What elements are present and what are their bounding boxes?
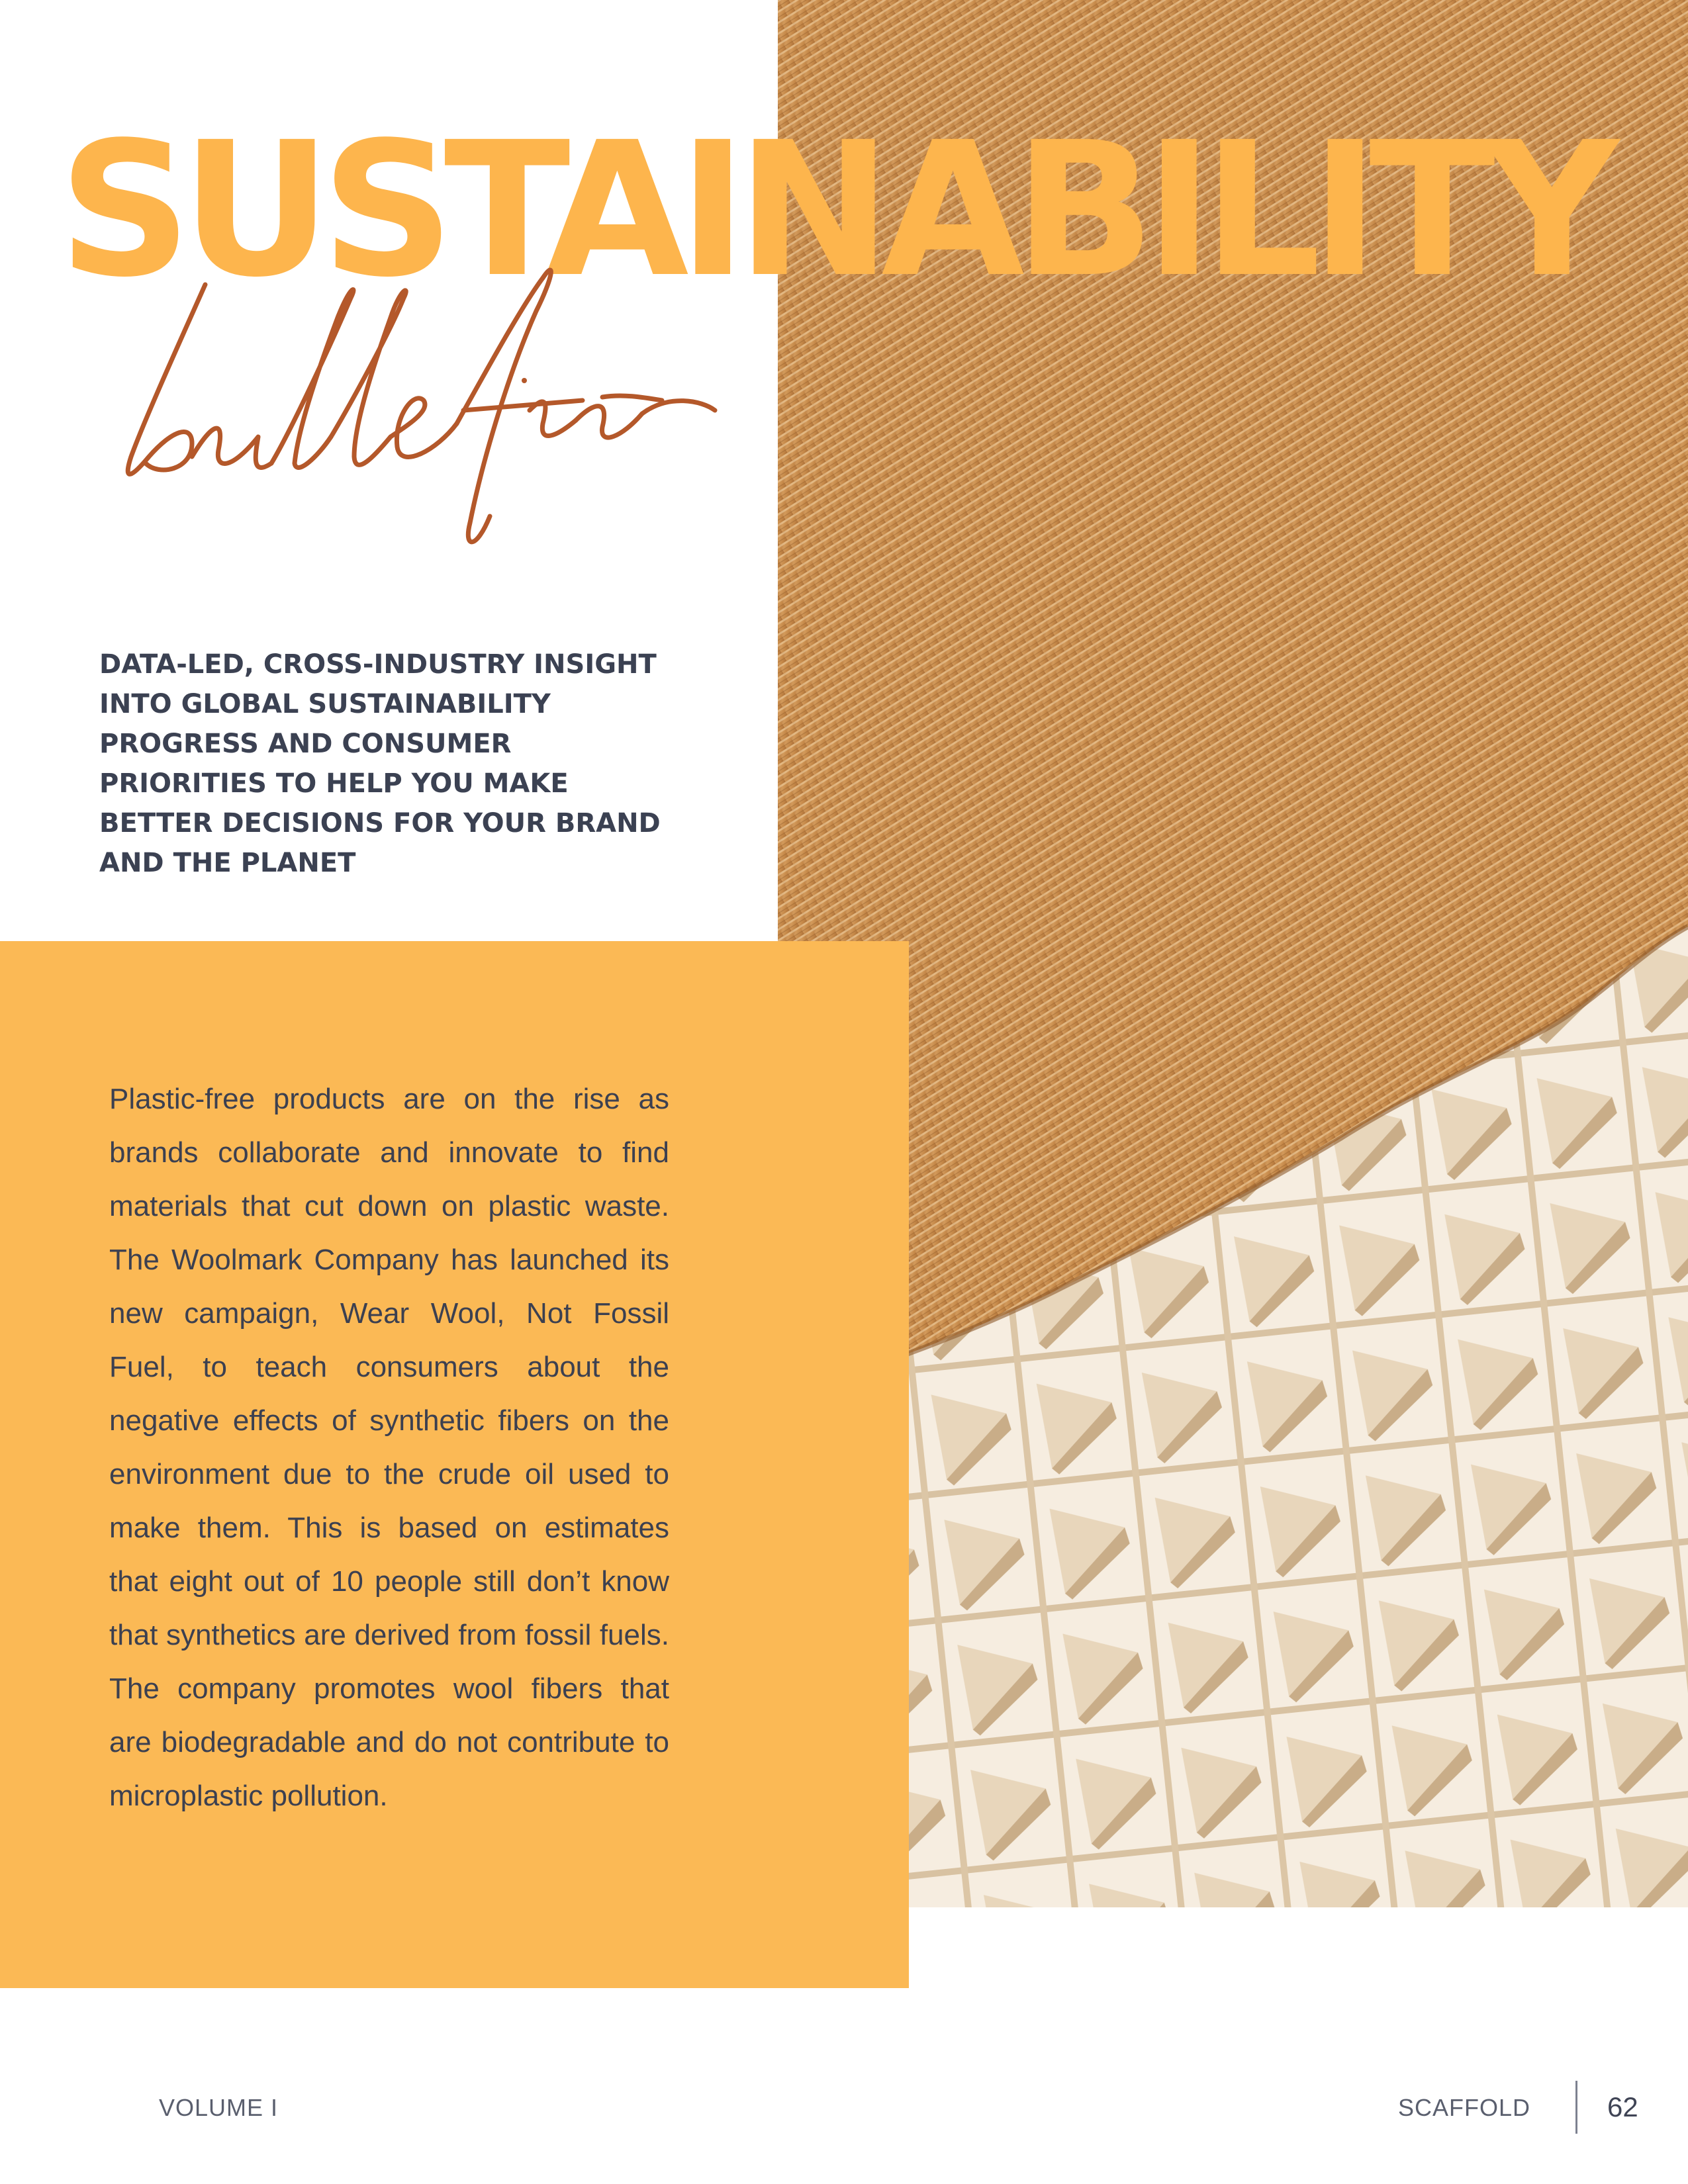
bulletin-script-logo xyxy=(119,258,808,563)
footer-publication: SCAFFOLD xyxy=(1397,2094,1530,2121)
intro-subtitle: DATA-LED, CROSS-INDUSTRY INSIGHT INTO GLOBAL SUSTAINABILITY PROGRESS AND CONSUMER PRIORITIES TO HELP YOU MAKE BETTER DECISIONS FOR YOUR BRAND AND THE PLANET xyxy=(99,649,661,878)
footer-divider xyxy=(1575,2081,1577,2134)
page-title: SUSTAINABILITY xyxy=(58,103,1609,318)
article-body: Plastic-free products are on the rise as brands collaborate and innovate to find materials that cut down on plastic waste. The Woolmark Company has launched its new campaign, Wear Wool, Not Fossil Fuel, to teach consumers about the negative effects of synthetic fibers on the environment due to the crude oil used to make them. This is based on estimates that eight out of 10 people still don’t know that synthetics are derived from fossil fuels. The company promotes wool fibers that are biodegradable and do not contribute to microplastic pollution. xyxy=(109,1083,669,1812)
page-number: 62 xyxy=(1607,2091,1638,2122)
footer-volume: VOLUME I xyxy=(159,2094,279,2121)
